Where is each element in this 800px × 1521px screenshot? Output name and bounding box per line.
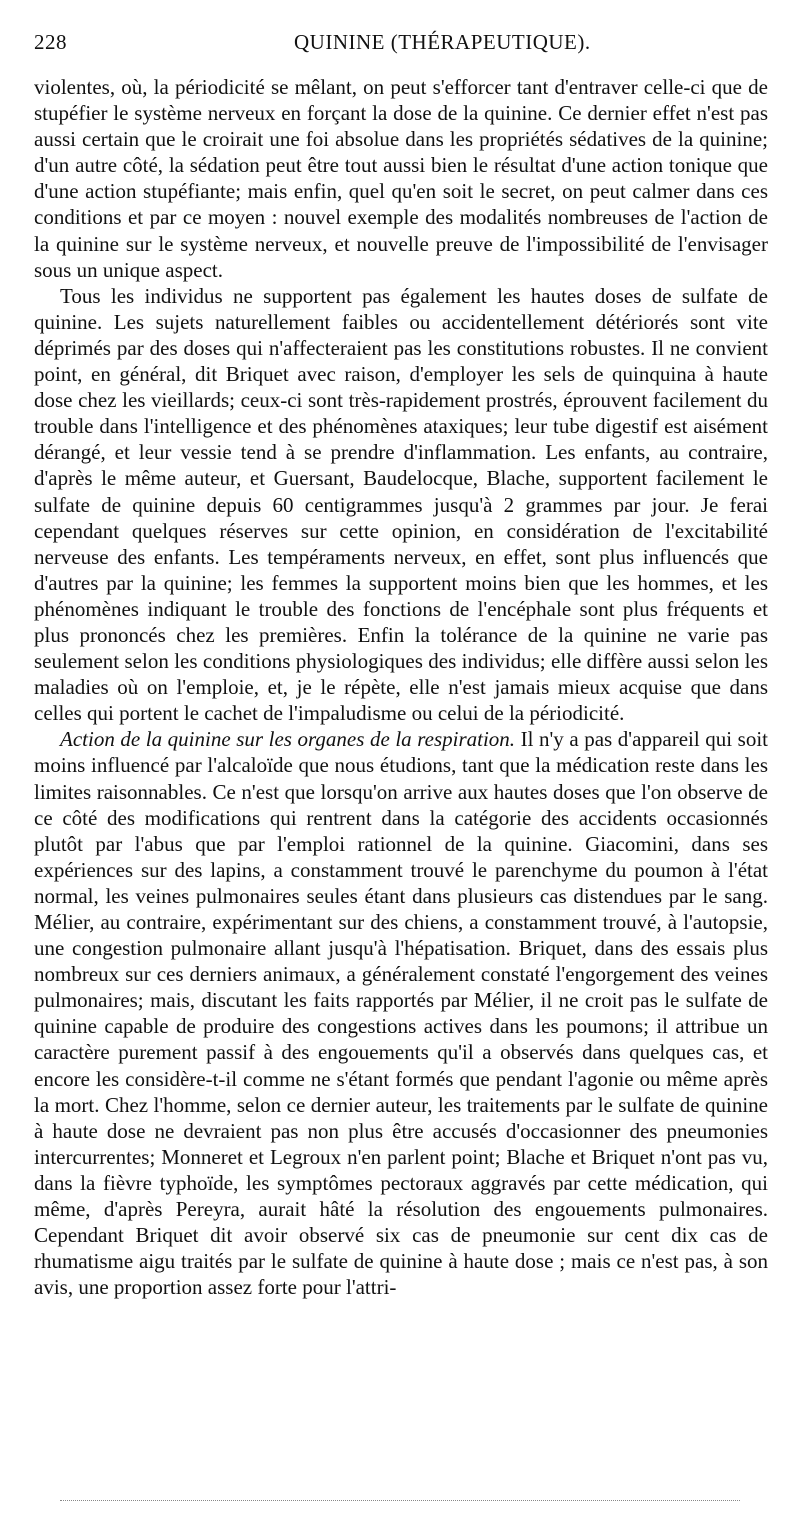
paragraph <box>34 283 768 727</box>
footer-rule <box>60 1500 740 1501</box>
body-text <box>34 74 768 1300</box>
running-title: QUININE (THÉRAPEUTIQUE). <box>294 30 591 54</box>
paragraph-text: Tous les individus ne supportent pas également les hautes doses de sulfate de quinine. Les sujets naturellement faibles ou accidentellement détériorés sont vite déprimés par des doses qui n'affecteraient pas les constitutions robustes. Il ne convient point, en général, dit Briquet avec raison, d'employer les sels de quinquina à haute dose chez les vieillards; ceux-ci sont très-rapidement prostrés, éprouvent facilement du trouble dans l'intelligence et des phénomènes ataxiques; leur tube digestif est aisément dérangé, et leur vessie tend à se prendre d'inflammation. Les enfants, au contraire, d'après le même auteur, et Guersant, Baudelocque, Blache, supportent facilement le sulfate de quinine depuis 60 centigrammes jusqu'à 2 grammes par jour. Je ferai cependant quelques réserves sur cette opinion, en considération de l'excitabilité nerveuse des enfants. Les tempéraments nerveux, en effet, sont plus influencés que d'autres par la quinine; les femmes la supportent moins bien que les hommes, et les phénomènes indiquant le trouble des fonctions de l'encéphale sont plus fréquents et plus prononcés chez les premières. Enfin la tolérance de la quinine ne varie pas seulement selon les conditions physiologiques des individus; elle diffère aussi selon les maladies où on l'emploie, et, je le répète, elle n'est jamais mieux acquise que dans celles qui portent le cachet de l'impaludisme ou celui de la périodicité. <box>34 283 768 726</box>
paragraph-text: Il n'y a pas d'appareil qui soit moins influencé par l'alcaloïde que nous étudions, tant que la médication reste dans les limites raisonnables. Ce n'est que lorsqu'on arrive aux hautes doses que l'on observe de ce côté des modifications qui rentrent dans la catégorie des accidents occasionnés plutôt par l'abus que par l'emploi rationnel de la quinine. Giacomini, dans ses expériences sur des lapins, a constamment trouvé le parenchyme du poumon à l'état normal, les veines pulmonaires seules étant dans plusieurs cas distendues par le sang. Mélier, au contraire, expérimentant sur des chiens, a constamment trouvé, à l'autopsie, une congestion pulmonaire allant jusqu'à l'hépatisation. Briquet, dans des essais plus nombreux sur ces derniers animaux, a généralement constaté l'engorgement des veines pulmonaires; mais, discutant les faits rapportés par Mélier, il ne croit pas le sulfate de quinine capable de produire des congestions actives dans les poumons; il attribue un caractère purement passif à des engouements qu'il a observés dans quelques cas, et encore les considère-t-il comme ne s'étant formés que pendant l'agonie ou même après la mort. Chez l'homme, selon ce dernier auteur, les traitements par le sulfate de quinine à haute dose ne devraient pas non plus être accusés d'occasionner des pneumonies intercurrentes; Monneret et Legroux n'en parlent point; Blache et Briquet n'ont pas vu, dans la fièvre typhoïde, les symptômes pectoraux aggravés par cette médication, qui même, d'après Pereyra, aurait hâté la résolution des engouements pulmonaires. Cependant Briquet dit avoir observé six cas de pneumonie sur cent dix cas de rhumatisme aigu traités par le sulfate de quinine à haute dose ; mais ce n'est pas, à son avis, une proportion assez forte pour l'attri- <box>34 727 768 1300</box>
running-head <box>34 30 768 70</box>
section-heading: Action de la quinine sur les organes de la respiration. <box>60 727 516 752</box>
paragraph-continued <box>34 74 768 283</box>
paragraph <box>34 726 768 1300</box>
page-number: 228 <box>34 30 67 54</box>
paragraph-text: violentes, où, la périodicité se mêlant, on peut s'efforcer tant d'entraver celle-ci que de stupéfier le système nerveux en forçant la dose de la quinine. Ce dernier effet n'est pas aussi certain que le croirait une foi absolue dans les propriétés sédatives de la quinine; d'un autre côté, la sédation peut être tout aussi bien le résultat d'une action tonique que d'une action stupéfiante; mais enfin, quel qu'en soit le secret, on peut calmer dans ces conditions et par ce moyen : nouvel exemple des modalités nombreuses de l'action de la quinine sur le système nerveux, et nouvelle preuve de l'impossibilité de l'envisager sous un unique aspect. <box>34 75 768 282</box>
